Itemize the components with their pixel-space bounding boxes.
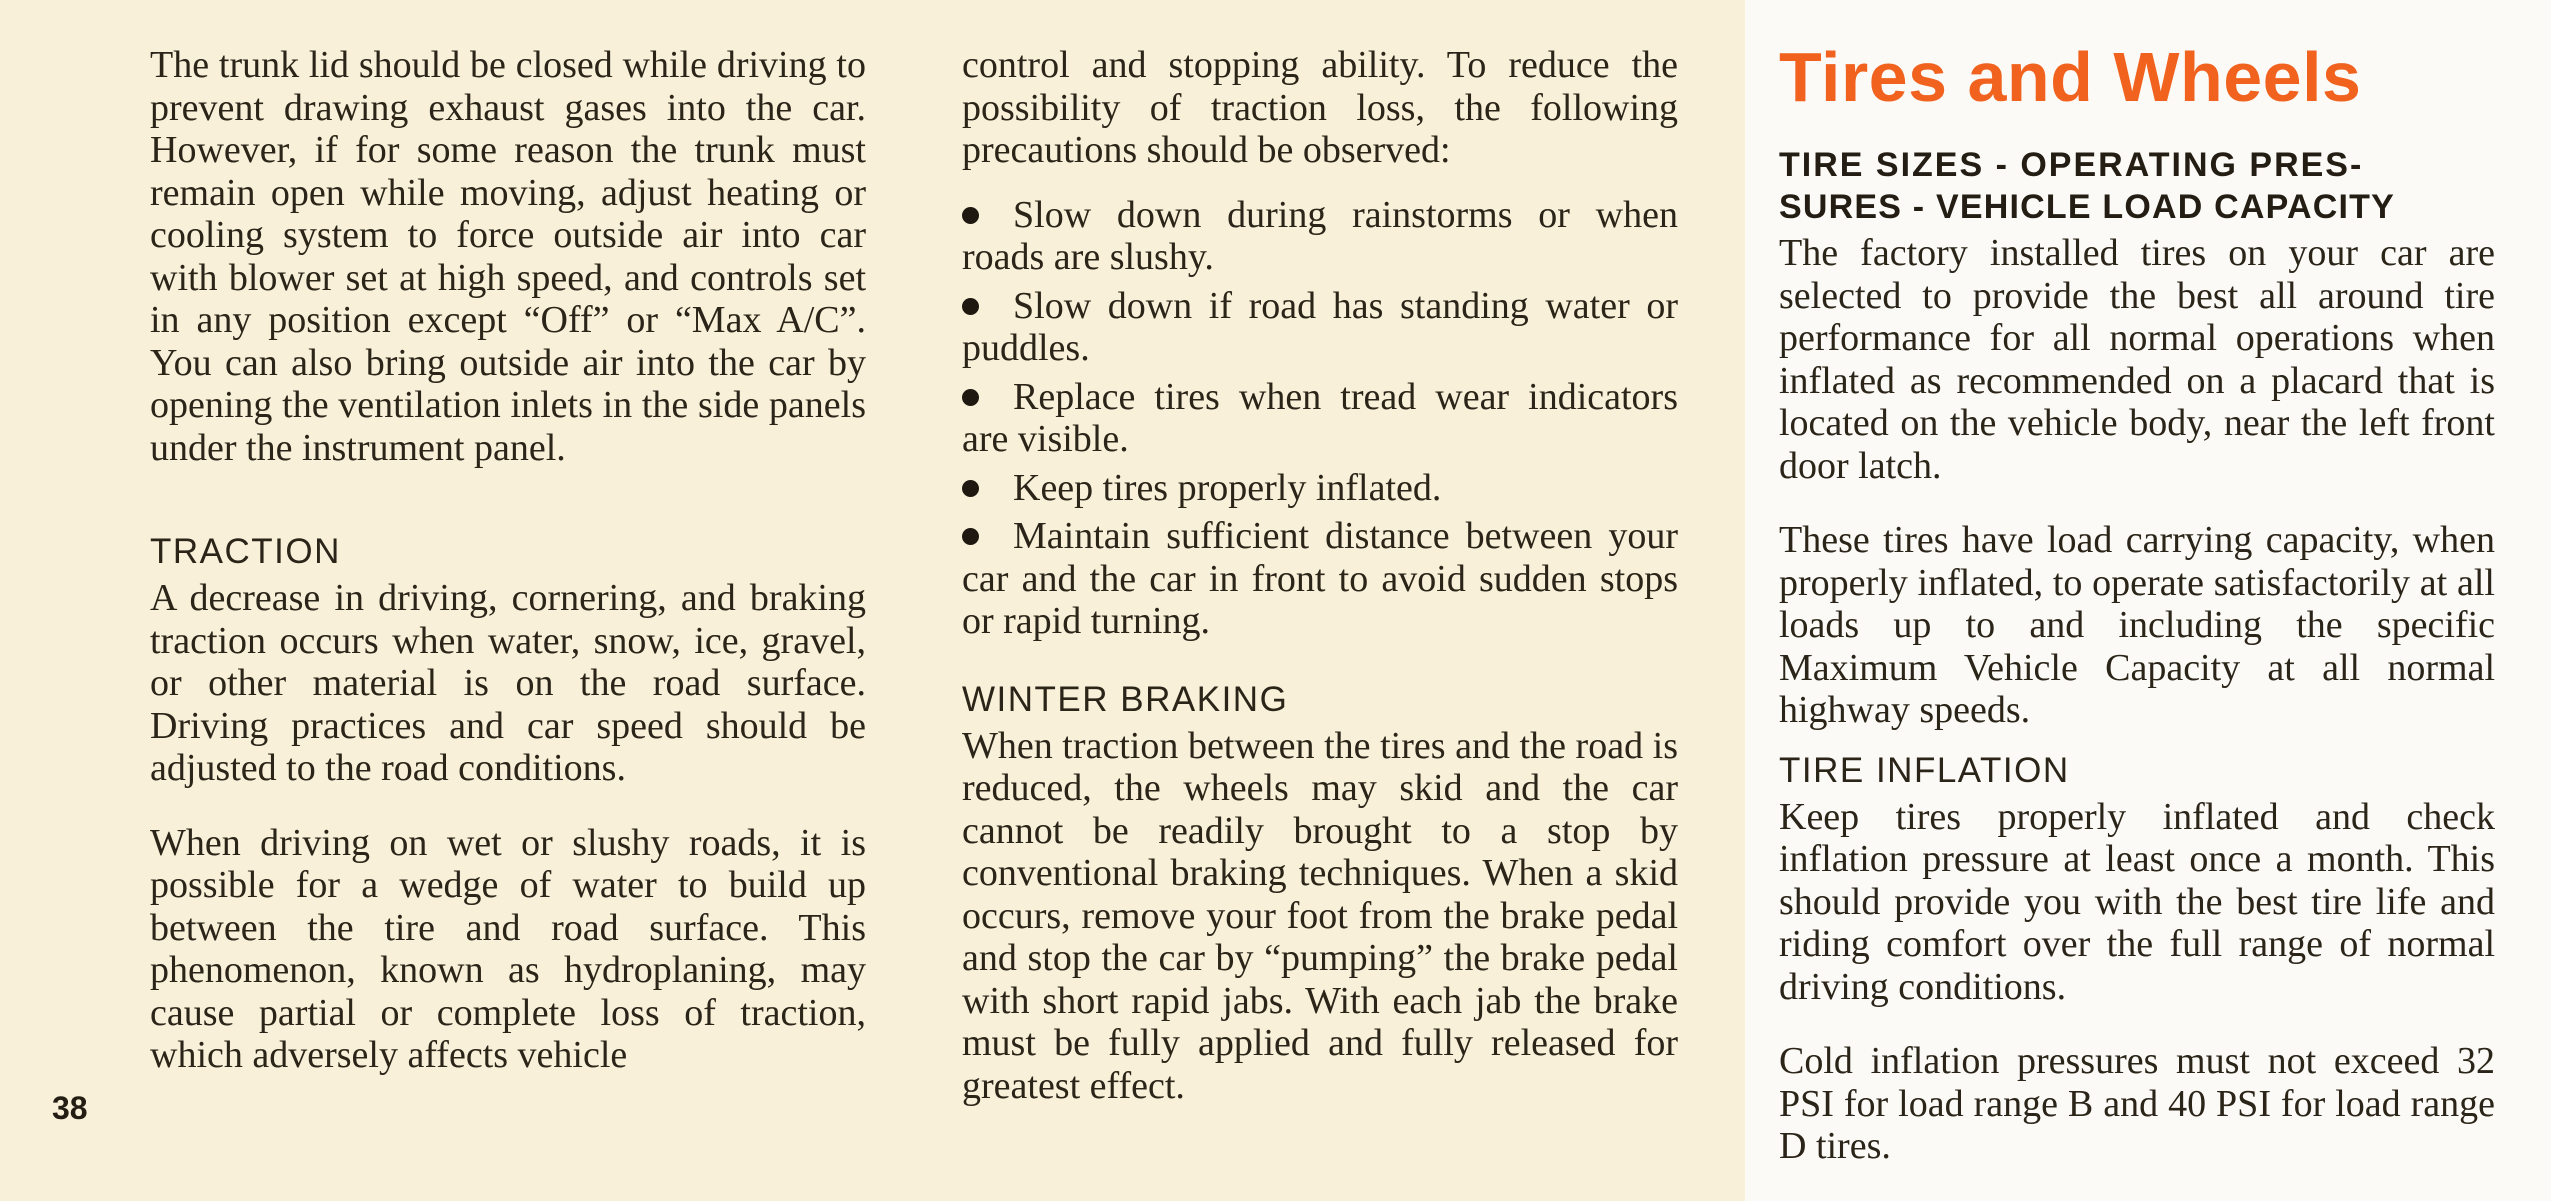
- tire-sizes-heading-line-2: SURES - VEHICLE LOAD CAPACITY: [1779, 188, 2395, 226]
- section-title: Tires and Wheels: [1779, 38, 2362, 116]
- winter-braking-paragraph: When traction between the tires and the road is reduced, the wheels may skid and the car cannot be readily brought to a stop by conventional braking techniques. When a skid occurs, remove your foot from the brake pedal and stop the car by “pumping” the brake pedal with short rapid jabs. With each jab the brake must be fully applied and fully released for greatest effect.: [962, 724, 1678, 1107]
- column-1: [150, 44, 866, 1077]
- list-item: Replace tires when tread wear indicators are visible.: [962, 375, 1678, 460]
- continuation-paragraph: control and stopping ability. To reduce the possibility of traction loss, the following precautions should be observed:: [962, 44, 1678, 171]
- tire-sizes-paragraph-1: The factory installed tires on your car are selected to provide the best all around tire performance for all normal operations when inflated as recommended on a placard that is located on the vehicle body, near the left front door latch.: [1779, 232, 2495, 487]
- precautions-list: [962, 194, 1678, 643]
- tire-inflation-heading: TIRE INFLATION: [1779, 750, 2070, 790]
- page-number: 38: [52, 1090, 88, 1126]
- trunk-paragraph: The trunk lid should be closed while driving to prevent drawing exhaust gases into the car. However, if for some reason the trunk must remain open while moving, adjust heating or cooling system to force outside air into car with blower set at high speed, and controls set in any position except “Off” or “Max A/C”. You can also bring outside air into the car by opening the ventilation inlets in the side panels under the instrument panel.: [150, 44, 866, 469]
- bullet-icon: [962, 389, 979, 406]
- list-item: Maintain sufficient distance between your car and the car in front to avoid sudden stops or rapid turning.: [962, 515, 1678, 642]
- traction-paragraph-1: A decrease in driving, cornering, and braking traction occurs when water, snow, ice, gravel, or other material is on the road surface. Driving practices and car speed should be adjusted to the road conditions.: [150, 577, 866, 789]
- list-item: Slow down if road has standing water or puddles.: [962, 284, 1678, 369]
- list-item: Slow down during rainstorms or when roads are slushy.: [962, 193, 1678, 278]
- bullet-icon: [962, 480, 979, 497]
- bullet-icon: [962, 528, 979, 545]
- tire-inflation-paragraph-1: Keep tires properly inflated and check inflation pressure at least once a month. This should provide you with the best tire life and riding comfort over the full range of normal driving conditions.: [1779, 795, 2495, 1008]
- column-2: [962, 44, 1678, 1107]
- list-item: Keep tires properly inflated.: [962, 467, 1678, 510]
- traction-heading: TRACTION: [150, 532, 341, 571]
- traction-paragraph-2: When driving on wet or slushy roads, it is possible for a wedge of water to build up between the tire and road surface. This phenomenon, known as hydroplaning, may cause partial or complete loss of traction, which adversely affects vehicle: [150, 821, 866, 1076]
- bullet-icon: [962, 207, 979, 224]
- bullet-icon: [962, 298, 979, 315]
- tire-sizes-heading-line-1: TIRE SIZES - OPERATING PRES-: [1779, 146, 2364, 184]
- tire-inflation-paragraph-2: Cold inflation pressures must not exceed 32 PSI for load range B and 40 PSI for load range D tires.: [1779, 1040, 2495, 1167]
- winter-braking-heading: WINTER BRAKING: [962, 679, 1289, 719]
- column-3: [1779, 38, 2495, 1168]
- tire-sizes-paragraph-2: These tires have load carrying capacity, when properly inflated, to operate satisfactorily at all loads up to and including the specific Maximum Vehicle Capacity at all normal highway speeds.: [1779, 519, 2495, 731]
- tire-sizes-heading: [1779, 144, 2495, 228]
